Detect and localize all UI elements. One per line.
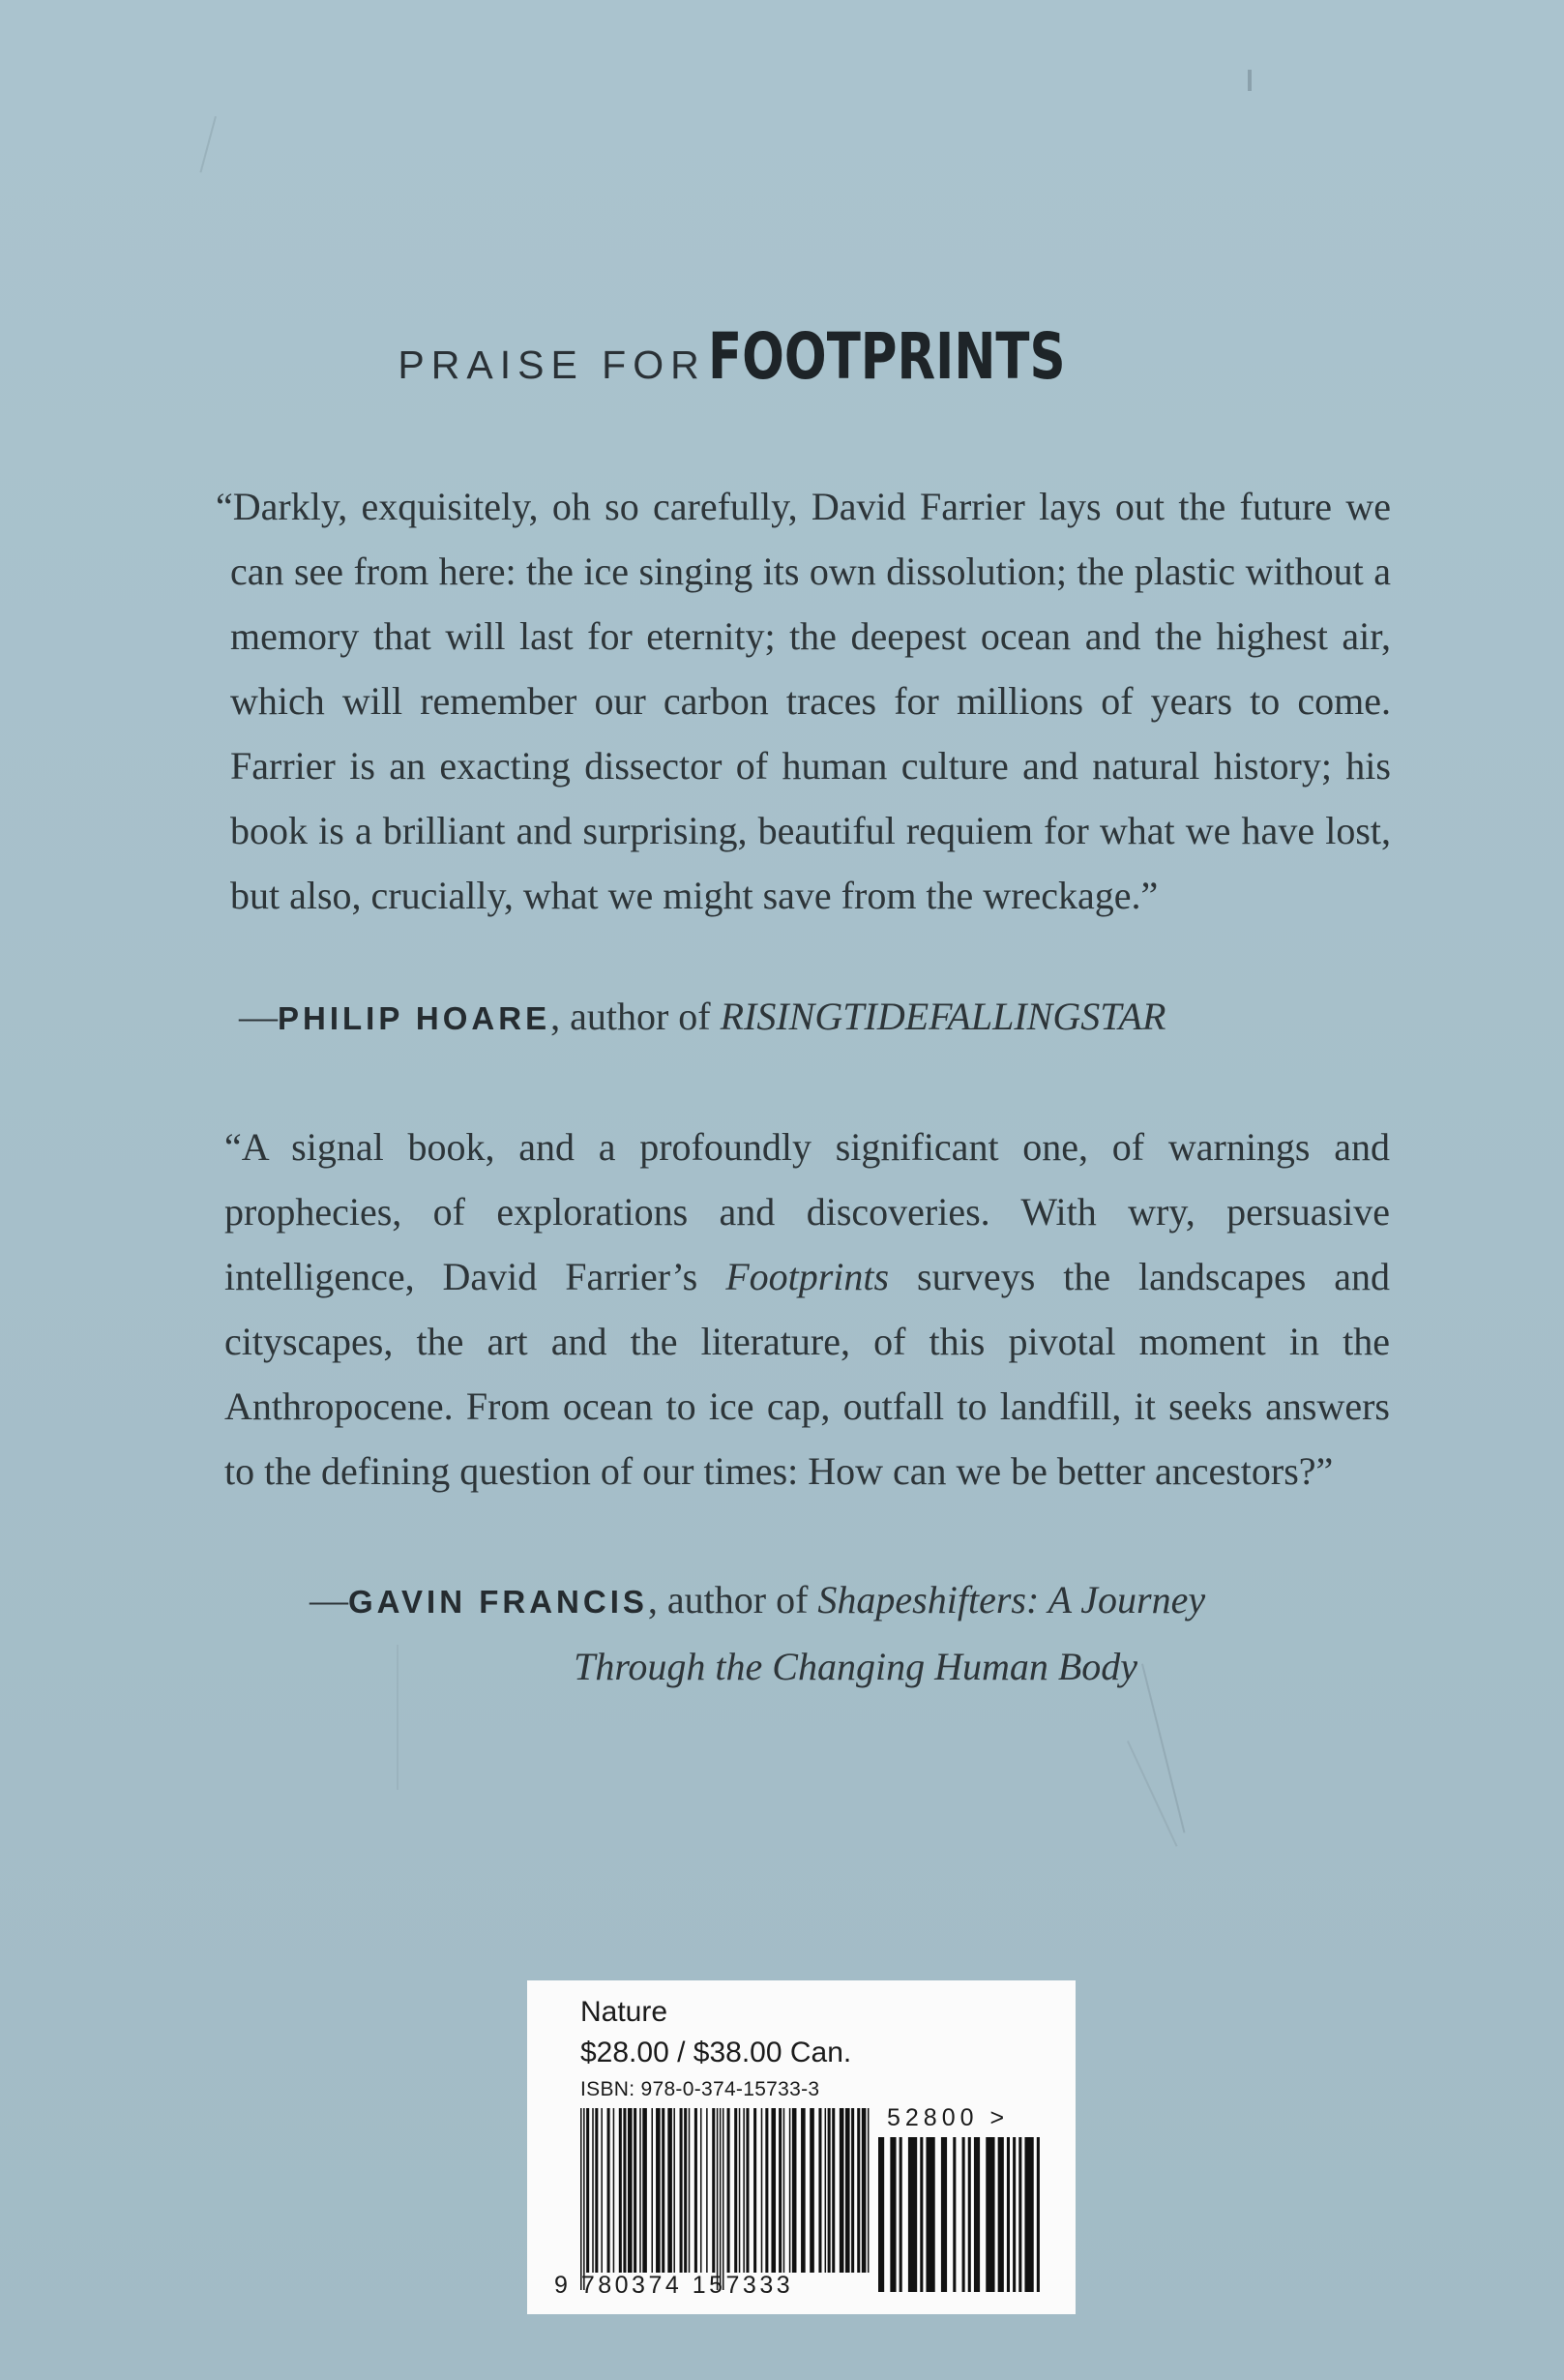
addon-arrow: > xyxy=(989,2104,1010,2131)
barcode-bar xyxy=(739,2108,741,2273)
barcode-bar xyxy=(628,2108,633,2273)
barcode-bar xyxy=(601,2108,603,2273)
barcode-bar xyxy=(765,2108,768,2273)
barcode-bar xyxy=(734,2108,737,2273)
barcode-bar xyxy=(1024,2137,1033,2292)
barcode-bar xyxy=(941,2137,947,2292)
quote-2-work-line-1: Shapeshifters: A Journey xyxy=(817,1578,1206,1621)
barcode-bar xyxy=(656,2108,661,2273)
barcode-bar xyxy=(845,2108,850,2273)
barcode-bar xyxy=(908,2137,917,2292)
barcode-bar xyxy=(706,2108,708,2273)
barcode-bar xyxy=(1007,2137,1010,2292)
quote-2-author: GAVIN FRANCIS xyxy=(348,1584,648,1620)
attribution-connector: , author of xyxy=(550,995,721,1038)
barcode-bar xyxy=(968,2137,971,2292)
barcode-bar xyxy=(580,2108,582,2290)
barcode-bar xyxy=(900,2137,902,2292)
barcode-bar xyxy=(684,2108,687,2273)
praise-quote-2 xyxy=(224,1115,1390,1503)
quote-2-work-line-2: Through the Changing Human Body xyxy=(574,1645,1138,1688)
barcode-bar xyxy=(789,2108,791,2273)
barcode-bar xyxy=(673,2108,675,2273)
barcode-bar xyxy=(818,2108,821,2273)
sticker-category: Nature xyxy=(580,1996,668,2028)
barcode-bar xyxy=(619,2108,622,2273)
barcode-bar xyxy=(667,2108,672,2273)
barcode-bar xyxy=(723,2108,724,2290)
addon-barcode xyxy=(878,2137,1043,2292)
attribution-connector: , author of xyxy=(647,1578,818,1621)
barcode-bar xyxy=(1018,2137,1021,2292)
barcode-bar xyxy=(583,2108,585,2290)
barcode-bar xyxy=(1037,2137,1040,2292)
barcode-bar xyxy=(890,2137,896,2292)
isbn-barcode xyxy=(580,2108,909,2290)
barcode-bar xyxy=(642,2108,647,2273)
barcode-bar xyxy=(607,2108,610,2273)
barcode-bar xyxy=(840,2108,844,2273)
praise-heading-title: FOOTPRINTS xyxy=(707,319,1066,394)
barcode-bar xyxy=(1013,2137,1016,2292)
barcode-bar xyxy=(986,2137,994,2292)
barcode-bar xyxy=(586,2108,589,2273)
quote-2-book-title: Footprints xyxy=(725,1255,890,1298)
barcode-bar xyxy=(771,2108,776,2273)
sticker-isbn: ISBN: 978-0-374-15733-3 xyxy=(580,2078,820,2100)
quote-1-attribution xyxy=(239,984,1166,1051)
barcode-bar xyxy=(878,2137,884,2292)
barcode-bar xyxy=(753,2108,756,2273)
praise-heading xyxy=(0,319,1564,394)
barcode-bar xyxy=(595,2108,598,2273)
barcode-bar xyxy=(651,2108,653,2273)
barcode-bar xyxy=(926,2137,934,2292)
addon-digits: 52800 xyxy=(887,2104,979,2131)
barcode-bar xyxy=(783,2108,785,2273)
cover-scratch xyxy=(1127,1740,1178,1847)
barcode-bar xyxy=(700,2108,702,2273)
quote-2-text-before: “A signal book, and a profoundly significant one, of warnings and prophecies, of explorations and discoveries. With wry, persuasive intelligence, David Farrier’s xyxy=(224,1125,1390,1298)
barcode-bar xyxy=(613,2108,615,2273)
barcode-bar xyxy=(623,2108,626,2273)
barcode-bar xyxy=(746,2108,749,2273)
quote-2-attribution xyxy=(310,1567,1205,1699)
barcode-bar xyxy=(974,2137,980,2292)
barcode-bar xyxy=(953,2137,956,2292)
barcode-bar xyxy=(998,2137,1004,2292)
barcode-bar xyxy=(810,2108,814,2273)
barcode-bar xyxy=(920,2137,923,2292)
barcode-bar xyxy=(857,2108,860,2273)
barcode-digits: 9 780374 157333 xyxy=(554,2272,794,2299)
barcode-bar xyxy=(712,2108,715,2273)
barcode-bar xyxy=(779,2108,782,2273)
praise-quote-1 xyxy=(216,474,1391,928)
barcode-bar xyxy=(801,2108,806,2273)
barcode-bar xyxy=(592,2108,594,2273)
barcode-bar xyxy=(680,2108,683,2273)
barcode-bar xyxy=(868,2108,870,2273)
barcode-bar xyxy=(825,2108,827,2273)
barcode-bar xyxy=(962,2137,965,2292)
barcode-bar xyxy=(662,2108,664,2273)
quote-1-work: RISINGTIDEFALLINGSTAR xyxy=(720,995,1166,1038)
quote-1-author: PHILIP HOARE xyxy=(278,1000,551,1036)
praise-heading-lead: PRAISE FOR xyxy=(398,342,706,387)
cover-scratch xyxy=(1248,70,1252,91)
barcode-bar xyxy=(862,2108,867,2273)
cover-scratch xyxy=(199,116,216,172)
barcode-bar xyxy=(792,2108,797,2273)
barcode-bar xyxy=(639,2108,641,2273)
sticker-price: $28.00 / $38.00 Can. xyxy=(580,2037,852,2068)
quote-2-text-after: surveys the landscapes and cityscapes, the art and the literature, of this pivotal moment in the Anthropocene. From ocean to ice cap, outfall to landfill, it seeks answers to the defining question of our times: How can we be better ancestors?” xyxy=(224,1255,1390,1493)
barcode-bar xyxy=(851,2108,854,2273)
barcode-bar xyxy=(720,2108,722,2290)
barcode-bar xyxy=(727,2108,730,2273)
barcode-bar xyxy=(634,2108,636,2273)
barcode-bar xyxy=(832,2108,835,2273)
barcode-bar xyxy=(689,2108,691,2273)
quote-1-text: “Darkly, exquisitely, oh so carefully, David Farrier lays out the future we can see from here: the ice singing its own dissolution; the plastic without a memory that will last for eternity; the deepest ocean and the highest air, which will remember our carbon traces for millions of years to come. Farrier is an exacting dissector of human culture and natural history; his book is a brilliant and surprising, beautiful requiem for what we have lost, but also, crucially, what we might save from the wreckage.” xyxy=(216,485,1391,917)
attribution-dash: — xyxy=(239,995,278,1038)
barcode-bar xyxy=(717,2108,719,2290)
barcode-sticker xyxy=(527,1980,1076,2314)
barcode-bar xyxy=(761,2108,763,2273)
attribution-dash: — xyxy=(310,1578,348,1621)
barcode-bar xyxy=(743,2108,745,2273)
barcode-bar xyxy=(694,2108,697,2273)
barcode-bar xyxy=(828,2108,831,2273)
